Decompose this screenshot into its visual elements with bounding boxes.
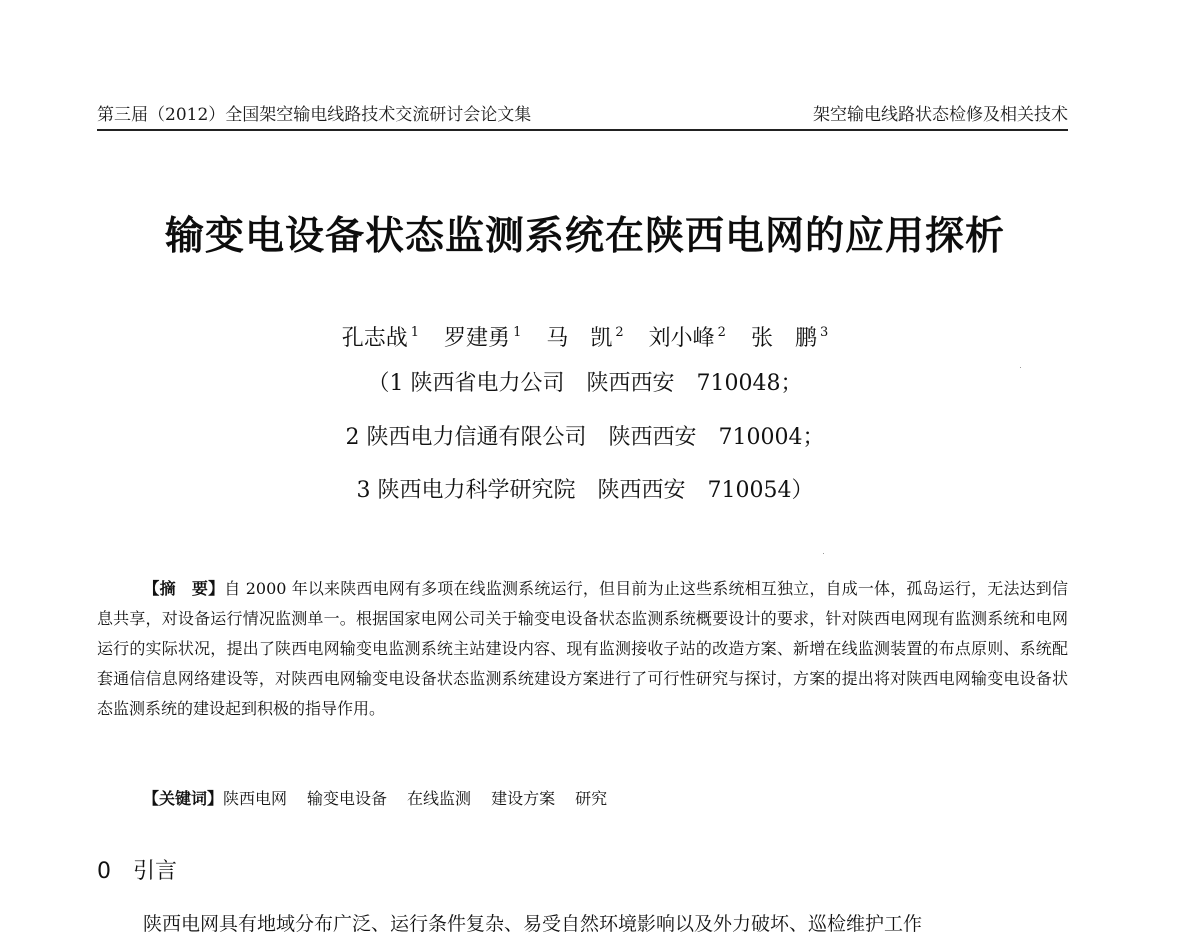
author-affiliation-mark: 3 <box>819 325 829 340</box>
running-header-section-title: 架空输电线路状态检修及相关技术 <box>813 105 1068 125</box>
scan-speck <box>823 553 824 554</box>
section-number: 0 <box>97 859 111 884</box>
abstract-text: 自 2000 年以来陕西电网有多项在线监测系统运行，但目前为止这些系统相互独立，自成一体，孤岛运行，无法达到信息共享，对设备运行情况监测单一。根据国家电网公司关于输变电设备状态监测系统概要设计的要求，针对陕西电网现有监测系统和电网运行的实际状况，提出了陕西电网输变电监测系统主站建设内容、现有监测接收子站的改造方案、新增在线监测装置的布点原则、系统配套通信信息网络建设等，对陕西电网输变电设备状态监测系统建设方案进行了可行性研究与探讨，方案的提出将对陕西电网输变电设备状态监测系统的建设起到积极的指导作用。 <box>97 579 1068 718</box>
author-name: 马 凯 <box>546 326 613 351</box>
author-name: 张 鹏 <box>750 326 817 351</box>
affiliation-3: 3 陕西电力科学研究院 陕西西安 710054） <box>356 478 814 503</box>
running-header <box>97 103 1068 129</box>
author-affiliation-mark: 1 <box>410 325 420 340</box>
keyword: 建设方案 <box>491 789 556 808</box>
author-affiliation-mark: 2 <box>615 325 624 340</box>
keyword: 陕西电网 <box>223 789 288 808</box>
running-header-proceedings-title: 第三届（2012）全国架空输电线路技术交流研讨会论文集 <box>97 105 532 125</box>
header-rule <box>97 129 1068 131</box>
scan-speck <box>1020 367 1021 368</box>
author-name: 孔志战 <box>341 326 408 351</box>
abstract <box>97 574 1068 724</box>
keyword: 输变电设备 <box>307 789 388 808</box>
keyword: 研究 <box>575 789 608 808</box>
author <box>649 326 726 351</box>
body-paragraph: 陕西电网具有地域分布广泛、运行条件复杂、易受自然环境影响以及外力破坏、巡检维护工作 <box>143 913 923 935</box>
keyword: 在线监测 <box>407 789 472 808</box>
keywords <box>143 785 627 813</box>
affiliation-1: （1 陕西省电力公司 陕西西安 710048； <box>367 371 803 396</box>
author <box>546 326 623 351</box>
author <box>342 326 419 351</box>
author-affiliation-mark: 2 <box>717 325 726 340</box>
author-list <box>0 318 1170 354</box>
author-name: 刘小峰 <box>648 326 715 351</box>
abstract-label: 【摘 要】 <box>143 579 225 598</box>
section-heading-introduction <box>97 857 177 887</box>
author-name: 罗建勇 <box>444 326 511 351</box>
section-title: 引言 <box>133 859 178 884</box>
author-affiliation-mark: 1 <box>513 325 522 340</box>
paper-title: 输变电设备状态监测系统在陕西电网的应用探析 <box>164 214 1005 259</box>
keywords-label: 【关键词】 <box>143 789 224 808</box>
author <box>444 326 521 351</box>
affiliation-2: 2 陕西电力信通有限公司 陕西西安 710004； <box>345 425 825 450</box>
author <box>751 326 828 351</box>
